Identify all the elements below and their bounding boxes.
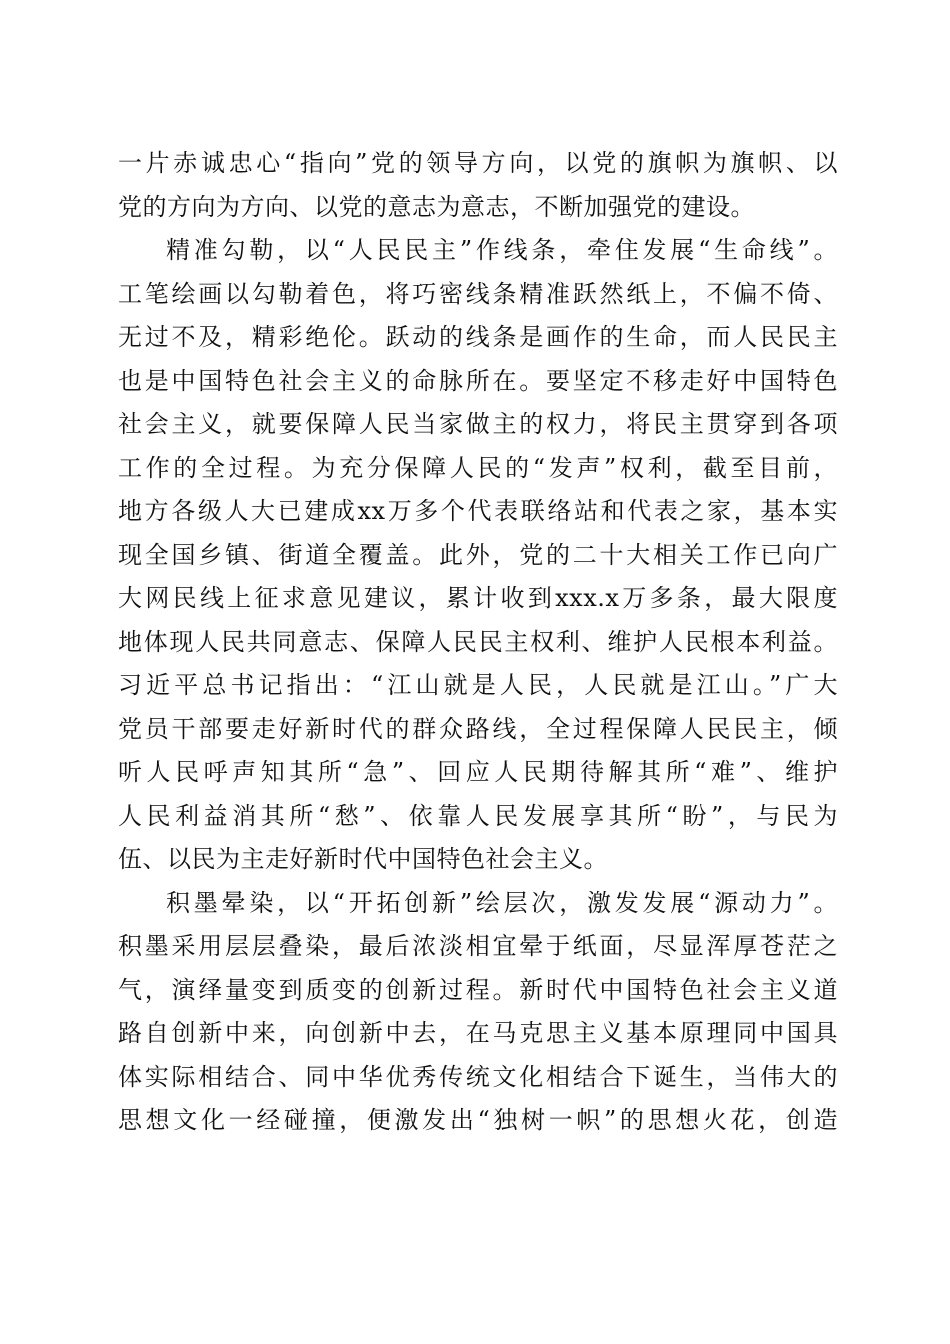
paragraph-heading-line: 精准勾勒，以“人民民主”作线条，牵住发展“生命线”。 bbox=[166, 236, 838, 264]
text-line: 思想文化一经碰撞，便激发出“独树一帜”的思想火花，创造 bbox=[118, 1106, 838, 1134]
text-line: 工笔绘画以勾勒着色，将巧密线条精准跃然纸上，不偏不倚、 bbox=[118, 279, 838, 308]
text-line: 气，演绎量变到质变的创新过程。新时代中国特色社会主义道 bbox=[118, 975, 838, 1004]
text-line: 一片赤诚忠心“指向”党的领导方向，以党的旗帜为旗帜、以 bbox=[118, 149, 838, 177]
text-line: 体实际相结合、同中华优秀传统文化相结合下诞生，当伟大的 bbox=[118, 1062, 838, 1091]
text-line: 人民利益消其所“愁”、依靠人民发展享其所“盼”，与民为 bbox=[118, 801, 838, 830]
text-line: 社会主义，就要保障人民当家做主的权力，将民主贯穿到各项 bbox=[118, 410, 838, 438]
text-line: 习近平总书记指出：“江山就是人民，人民就是江山。”广大 bbox=[118, 671, 838, 699]
text-line: 工作的全过程。为充分保障人民的“发声”权利，截至目前， bbox=[118, 453, 838, 482]
paragraph-party-leadership bbox=[118, 142, 838, 229]
text-line: 大网民线上征求意见建议，累计收到xxx.x万多条，最大限度 bbox=[118, 584, 838, 612]
text-line: 听人民呼声知其所“急”、回应人民期待解其所“难”、维护 bbox=[118, 758, 838, 786]
text-line: 也是中国特色社会主义的命脉所在。要坚定不移走好中国特色 bbox=[118, 366, 838, 395]
text-line: 党员干部要走好新时代的群众路线，全过程保障人民民主，倾 bbox=[118, 714, 838, 743]
text-line: 现全国乡镇、街道全覆盖。此外，党的二十大相关工作已向广 bbox=[118, 540, 838, 569]
text-line: 无过不及，精彩绝伦。跃动的线条是画作的生命，而人民民主 bbox=[118, 323, 838, 351]
text-line: 地方各级人大已建成xx万多个代表联络站和代表之家，基本实 bbox=[118, 497, 838, 525]
text-line: 地体现人民共同意志、保障人民民主权利、维护人民根本利益。 bbox=[118, 627, 838, 656]
paragraph-innovation bbox=[118, 882, 838, 1143]
text-line: 伍、以民为主走好新时代中国特色社会主义。 bbox=[118, 845, 608, 873]
document-body bbox=[118, 142, 838, 1143]
text-line: 党的方向为方向、以党的意志为意志，不断加强党的建设。 bbox=[118, 192, 755, 221]
paragraph-peoples-democracy bbox=[118, 229, 838, 882]
paragraph-heading-line: 积墨晕染，以“开拓创新”绘层次，激发发展“源动力”。 bbox=[166, 888, 838, 917]
text-line: 积墨采用层层叠染，最后浓淡相宜晕于纸面，尽显浑厚苍茫之 bbox=[118, 932, 838, 960]
text-line: 路自创新中来，向创新中去，在马克思主义基本原理同中国具 bbox=[118, 1019, 838, 1047]
